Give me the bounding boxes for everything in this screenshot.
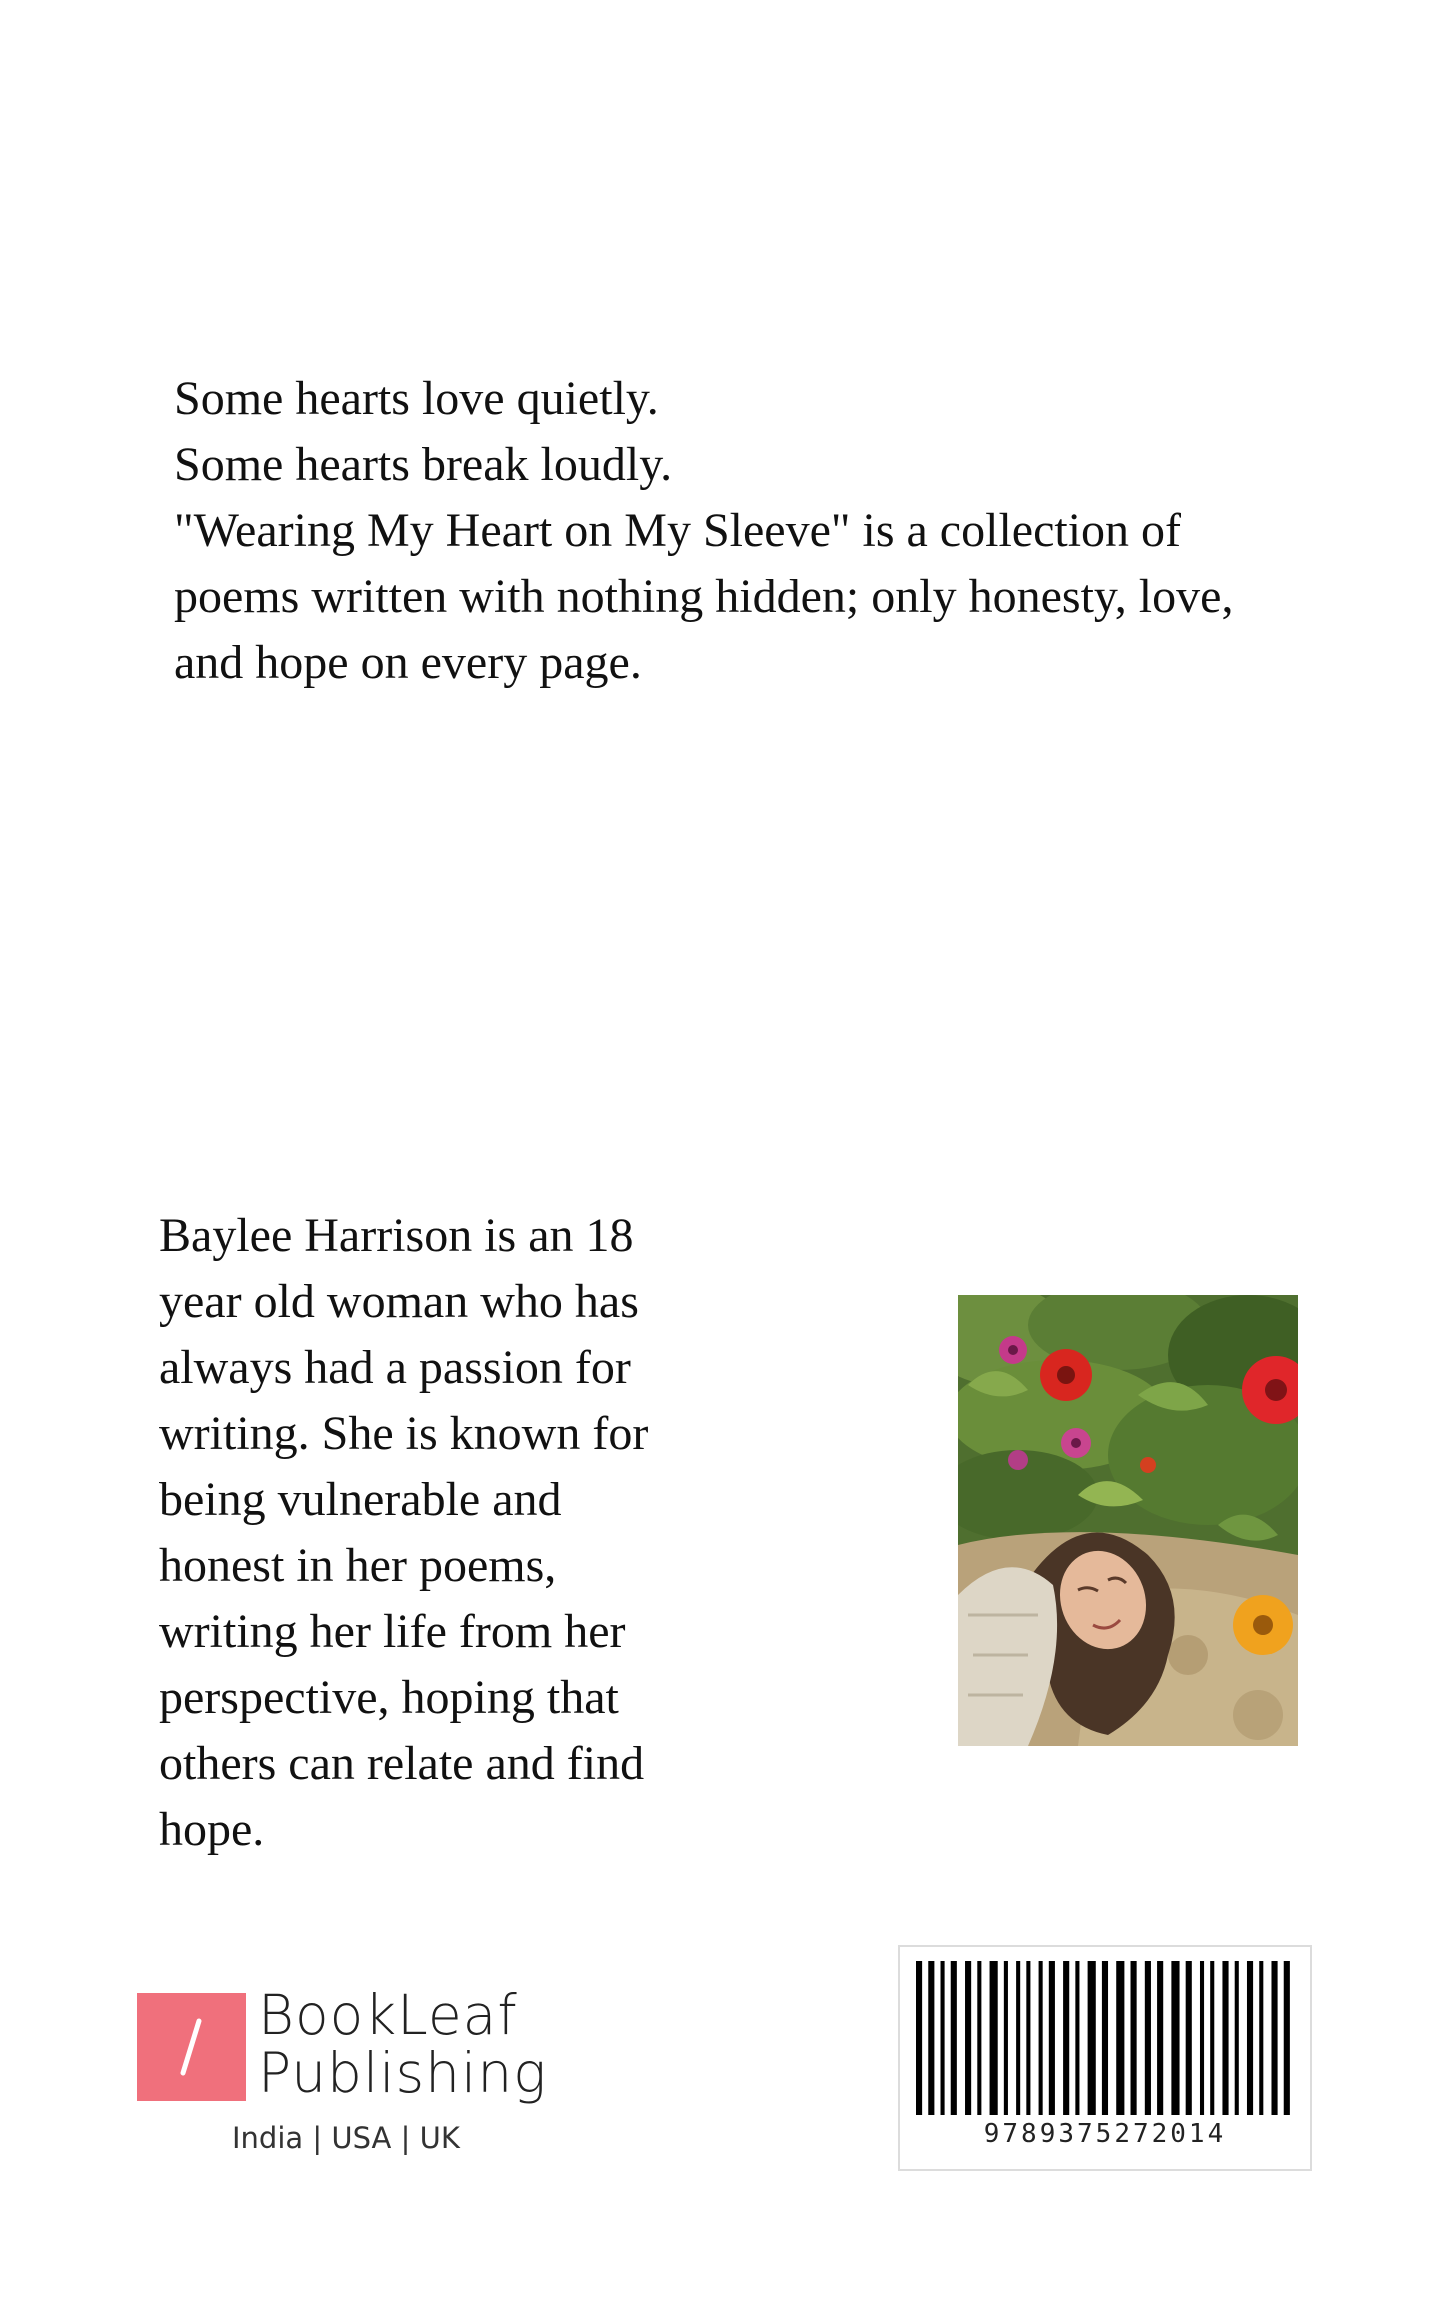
blurb-line: Some hearts break loudly.	[174, 438, 673, 491]
isbn-barcode	[898, 1945, 1312, 2171]
barcode-bar	[1200, 1961, 1204, 2115]
barcode-bar	[951, 1961, 957, 2115]
bookleaf-slash-icon	[137, 1993, 246, 2101]
barcode-icon	[916, 1961, 1296, 2115]
flower	[1040, 1349, 1092, 1401]
barcode-bar	[1039, 1961, 1043, 2115]
blurb-line: Some hearts love quietly.	[174, 372, 659, 425]
publisher-logo	[137, 1983, 557, 2166]
barcode-bar	[1271, 1961, 1277, 2115]
barcode-bar	[1004, 1961, 1008, 2115]
flower	[999, 1336, 1027, 1364]
barcode-bar	[1049, 1961, 1055, 2115]
flower	[1061, 1428, 1091, 1458]
blurb-line: and hope on every page.	[174, 636, 642, 689]
barcode-bar	[1075, 1961, 1079, 2115]
barcode-bar	[916, 1961, 922, 2115]
barcode-bar	[1131, 1961, 1137, 2115]
flower	[1008, 1450, 1028, 1470]
barcode-bar	[1171, 1961, 1179, 2115]
barcode-bar	[1247, 1961, 1253, 2115]
publisher-name-line1: BookLeaf	[258, 1983, 518, 2047]
barcode-bar	[1016, 1961, 1020, 2115]
barcode-bar	[1116, 1961, 1124, 2115]
author-photo	[958, 1295, 1298, 1746]
blurb-line: poems written with nothing hidden; only honesty, love,	[174, 570, 1234, 623]
author-portrait-icon	[958, 1295, 1298, 1746]
barcode-bar	[1157, 1961, 1163, 2115]
flower	[1233, 1595, 1293, 1655]
isbn-number: 9789375272014	[983, 2119, 1227, 2149]
barcode-bar	[965, 1961, 971, 2115]
publisher-regions: India | USA | UK	[232, 2121, 460, 2155]
barcode-bar	[1026, 1961, 1030, 2115]
barcode-bar	[977, 1961, 981, 2115]
barcode-bar	[1186, 1961, 1192, 2115]
barcode-bar	[1063, 1961, 1069, 2115]
barcode-bar	[928, 1961, 934, 2115]
barcode-bar	[1145, 1961, 1151, 2115]
barcode-bar	[1284, 1961, 1290, 2115]
barcode-bar	[1235, 1961, 1239, 2115]
back-cover-blurb	[174, 366, 1324, 696]
barcode-bar	[1222, 1961, 1228, 2115]
barcode-bar	[1102, 1961, 1108, 2115]
barcode-bar	[1088, 1961, 1096, 2115]
publisher-name-line2: Publishing	[258, 2041, 548, 2105]
author-bio: Baylee Harrison is an 18 year old woman who has always had a passion for writing. She is known for being vulnerable and honest in her poems, writing her life from her perspective, hoping that others can relate and find hope.	[159, 1209, 649, 1856]
blurb-line: "Wearing My Heart on My Sleeve" is a collection of	[174, 504, 1182, 557]
barcode-bar	[941, 1961, 945, 2115]
publisher-name	[258, 1983, 548, 2105]
barcode-bar	[1259, 1961, 1263, 2115]
barcode-bar	[1210, 1961, 1214, 2115]
barcode-bar	[990, 1961, 998, 2115]
